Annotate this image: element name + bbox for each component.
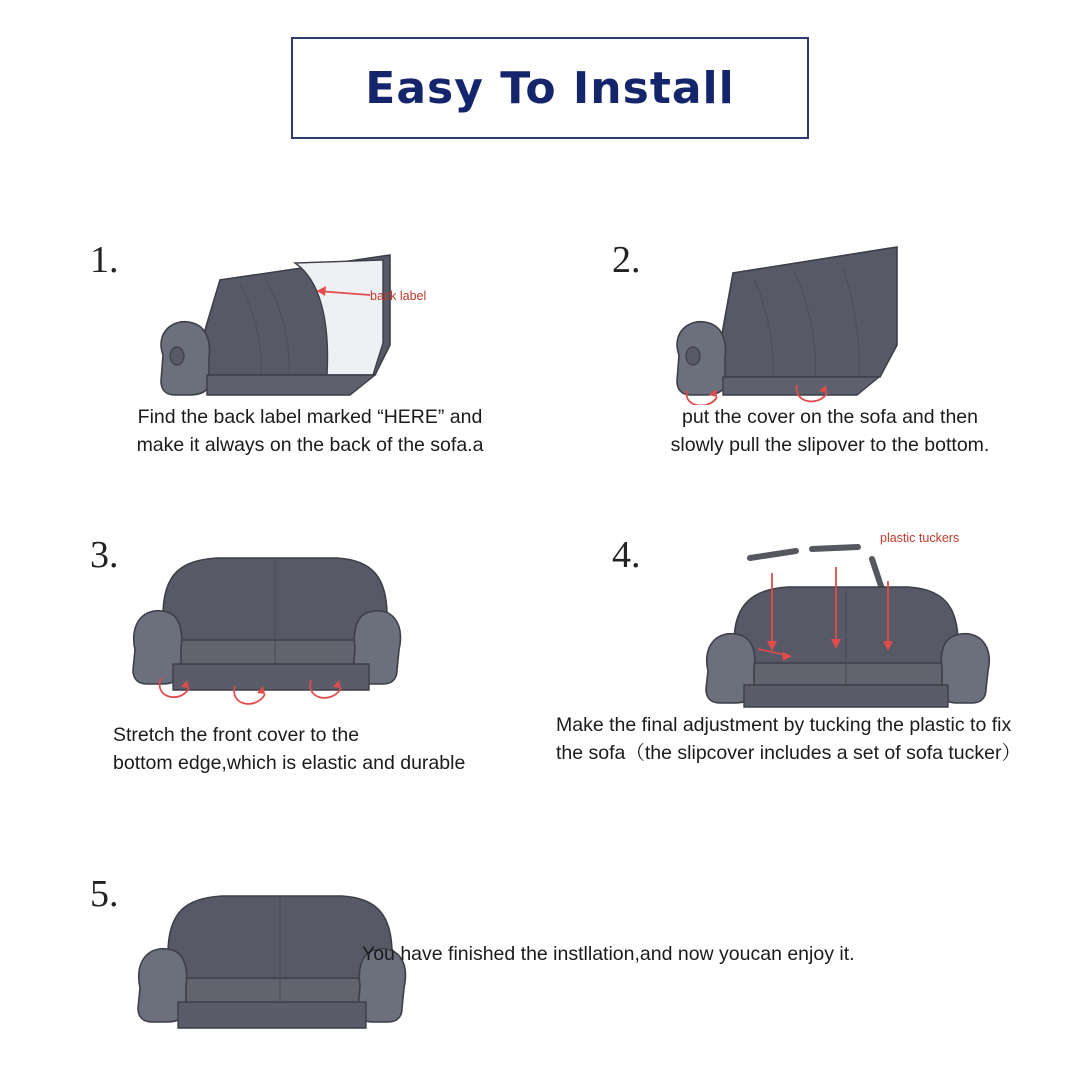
step-3-illustration [125, 530, 415, 710]
step-2-illustration [665, 225, 925, 405]
step-4-caption-line1: Make the final adjustment by tucking the plastic to fix [556, 714, 1012, 736]
step-1-caption-line2: make it always on the back of the sofa.a [136, 433, 484, 456]
step-2-caption-line2: slowly pull the slipover to the bottom. [670, 433, 990, 456]
step-5-number: 5. [90, 873, 119, 915]
step-3-number: 3. [90, 534, 119, 576]
step-1-caption-line1: Find the back label marked “HERE” and [137, 406, 483, 428]
step-1-illustration [145, 225, 405, 405]
step-4-annotation: plastic tuckers [880, 531, 960, 545]
step-5-caption [362, 941, 982, 969]
step-4-number: 4. [612, 534, 641, 576]
step-2-caption [620, 404, 1040, 459]
step-3-caption-line2: bottom edge,which is elastic and durable [113, 751, 466, 774]
step-2-caption-line1: put the cover on the sofa and then [682, 406, 978, 428]
page-title-box [291, 37, 809, 139]
step-4-caption [556, 712, 1046, 767]
step-1-number: 1. [90, 239, 119, 281]
step-1-caption [95, 404, 525, 459]
step-3-caption-line1: Stretch the front cover to the [113, 724, 360, 746]
step-3-caption [113, 722, 533, 777]
step-4-caption-line2: the sofa（the slipcover includes a set of sofa tucker） [556, 741, 1021, 764]
step-2-number: 2. [612, 239, 641, 281]
step-5-caption-line1: You have finished the instllation,and now youcan enjoy it. [362, 943, 855, 965]
page-title: Easy To Install [365, 62, 735, 114]
step-4-illustration [700, 525, 1000, 715]
step-1-annotation: back label [370, 289, 427, 303]
